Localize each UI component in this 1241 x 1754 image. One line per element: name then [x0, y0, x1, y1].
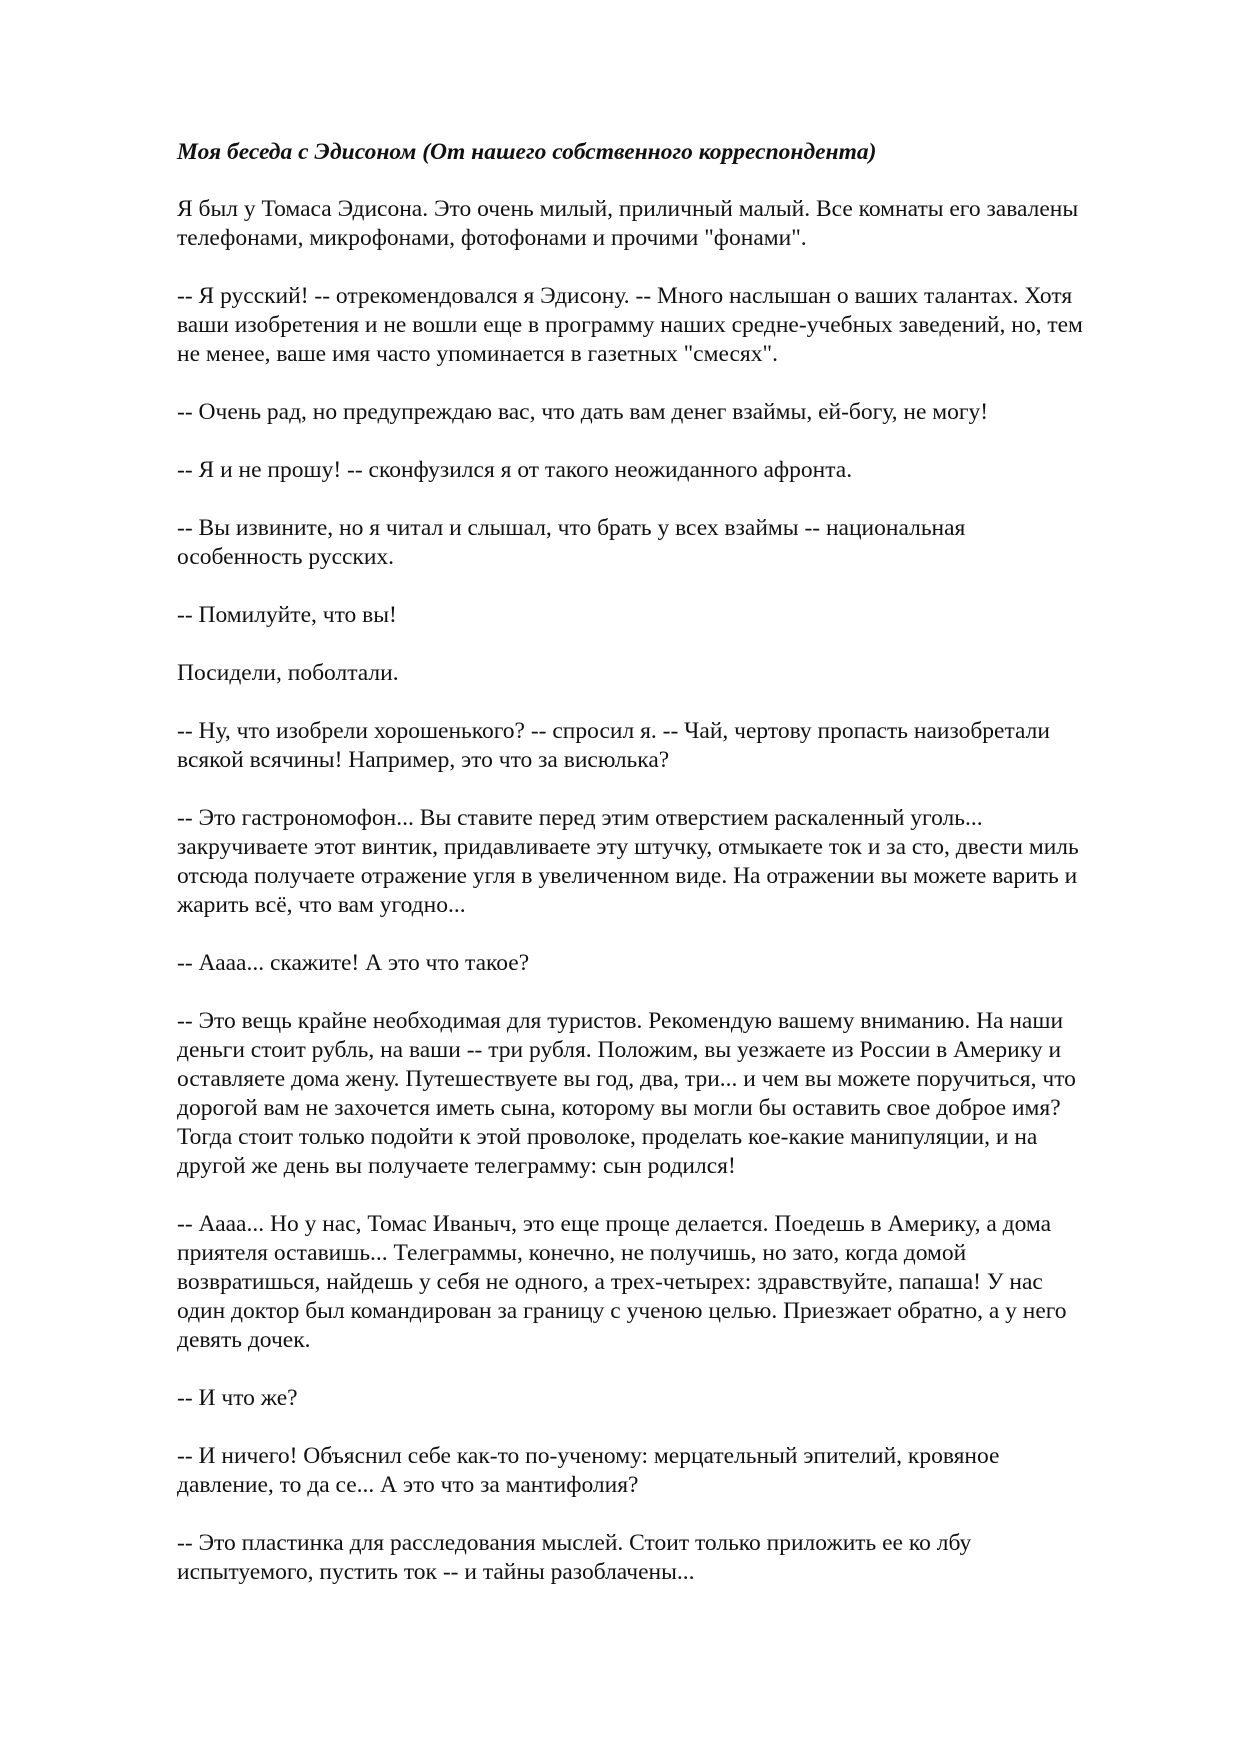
paragraph	[177, 398, 1177, 427]
paragraph	[177, 195, 1177, 253]
text-line: жарить всё, что вам угодно...	[177, 892, 466, 918]
document-body	[177, 138, 1177, 1616]
paragraph	[177, 1007, 1177, 1181]
text-line: приятеля оставишь... Телеграммы, конечно, не получишь, но зато, когда домой	[177, 1240, 967, 1266]
paragraph	[177, 1384, 1177, 1413]
text-line: деньги стоит рубль, на ваши -- три рубля. Положим, вы уезжаете из России в Америку и	[177, 1037, 1062, 1063]
text-line: Я был у Томаса Эдисона. Это очень милый, приличный малый. Все комнаты его завалены	[177, 196, 1079, 222]
paragraph	[177, 601, 1177, 630]
paragraph	[177, 1529, 1177, 1587]
text-line: отсюда получаете отражение угля в увеличенном виде. На отражении вы можете варить и	[177, 863, 1078, 889]
paragraph	[177, 1442, 1177, 1500]
text-line: -- Это пластинка для расследования мыслей. Стоит только приложить ее ко лбу	[177, 1530, 972, 1556]
text-line: Тогда стоит только подойти к этой проволоке, проделать кое-какие манипуляции, и на	[177, 1124, 1038, 1150]
paragraph	[177, 282, 1177, 369]
text-line: оставляете дома жену. Путешествуете вы год, два, три... и чем вы можете поручиться, что	[177, 1066, 1076, 1092]
text-line: закручиваете этот винтик, придавливаете эту штучку, отмыкаете ток и за сто, двести миль	[177, 834, 1079, 860]
text-line: -- Вы извините, но я читал и слышал, что брать у всех взаймы -- национальная	[177, 515, 966, 541]
text-line: -- Аааа... скажите! А это что такое?	[177, 950, 530, 976]
paragraph	[177, 804, 1177, 920]
paragraph	[177, 456, 1177, 485]
text-line: всякой всячины! Например, это что за висюлька?	[177, 747, 670, 773]
paragraph	[177, 949, 1177, 978]
paragraph-list	[177, 195, 1177, 1587]
text-line: ваши изобретения и не вошли еще в программу наших средне-учебных заведений, но, тем	[177, 312, 1083, 338]
text-line: -- Очень рад, но предупреждаю вас, что дать вам денег взаймы, ей-богу, не могу!	[177, 399, 989, 425]
document-title: Моя беседа с Эдисоном (От нашего собственного корреспондента)	[177, 139, 877, 165]
text-line: -- Помилуйте, что вы!	[177, 602, 397, 628]
text-line: -- И ничего! Объяснил себе как-то по-ученому: мерцательный эпителий, кровяное	[177, 1443, 1000, 1469]
text-line: -- Ну, что изобрели хорошенького? -- спросил я. -- Чай, чертову пропасть наизобретали	[177, 718, 1050, 744]
paragraph	[177, 659, 1177, 688]
paragraph	[177, 514, 1177, 572]
text-line: -- Я русский! -- отрекомендовался я Эдисону. -- Много наслышан о ваших талантах. Хотя	[177, 283, 1073, 309]
text-line: давление, то да се... А это что за мантифолия?	[177, 1472, 639, 1498]
text-line: -- Это вещь крайне необходимая для туристов. Рекомендую вашему вниманию. На наши	[177, 1008, 1064, 1034]
text-line: не менее, ваше имя часто упоминается в газетных "смесях".	[177, 341, 778, 367]
text-line: дорогой вам не захочется иметь сына, которому вы могли бы оставить свое доброе имя?	[177, 1095, 1061, 1121]
text-line: Посидели, поболтали.	[177, 660, 399, 686]
text-line: девять дочек.	[177, 1327, 311, 1353]
paragraph	[177, 1210, 1177, 1355]
text-line: телефонами, микрофонами, фотофонами и прочими "фонами".	[177, 225, 807, 251]
text-line: -- Это гастрономофон... Вы ставите перед этим отверстием раскаленный уголь...	[177, 805, 983, 831]
text-line: -- Я и не прошу! -- сконфузился я от такого неожиданного афронта.	[177, 457, 853, 483]
text-line: испытуемого, пустить ток -- и тайны разоблачены...	[177, 1559, 695, 1585]
text-line: один доктор был командирован за границу с ученою целью. Приезжает обратно, а у него	[177, 1298, 1067, 1324]
text-line: другой же день вы получаете телеграмму: сын родился!	[177, 1153, 736, 1179]
text-line: особенность русских.	[177, 544, 395, 570]
text-line: -- И что же?	[177, 1385, 298, 1411]
paragraph	[177, 717, 1177, 775]
text-line: -- Аааа... Но у нас, Томас Иваныч, это еще проще делается. Поедешь в Америку, а дома	[177, 1211, 1052, 1237]
text-line: возвратишься, найдешь у себя не одного, а трех-четырех: здравствуйте, папаша! У нас	[177, 1269, 1043, 1295]
